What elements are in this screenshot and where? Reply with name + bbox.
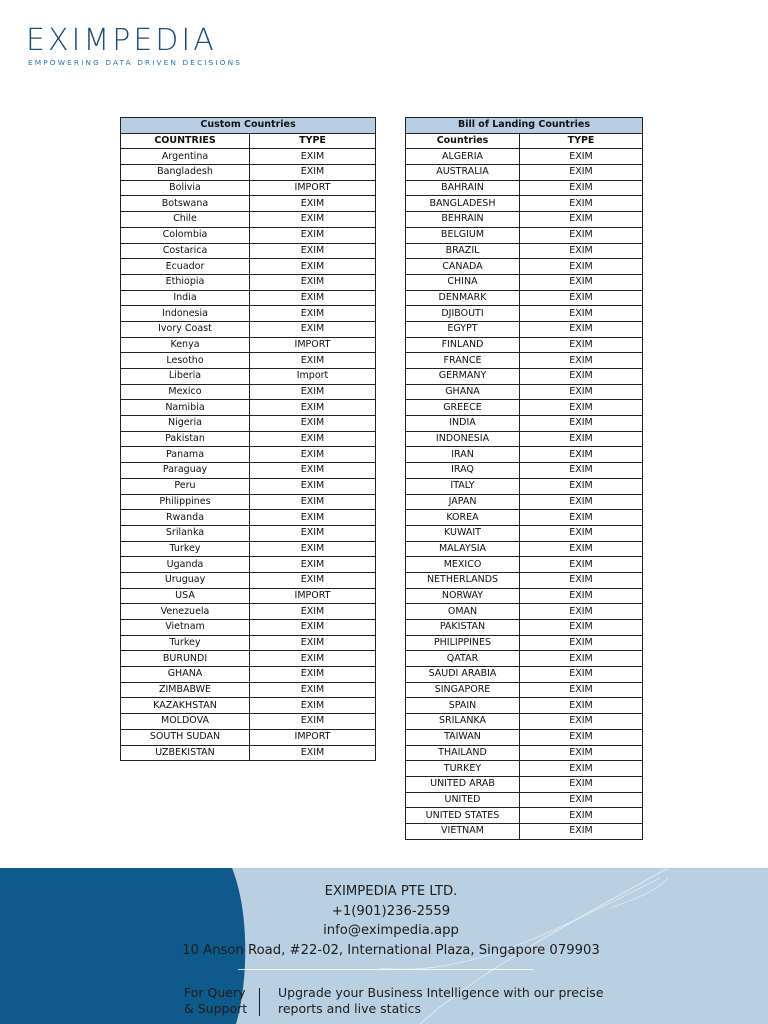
table-row xyxy=(121,651,376,667)
type-cell: EXIM xyxy=(250,416,376,432)
type-cell: IMPORT xyxy=(250,180,376,196)
type-cell: EXIM xyxy=(520,353,643,369)
country-cell: Botswana xyxy=(121,196,250,212)
table-row xyxy=(406,792,643,808)
country-cell: Mexico xyxy=(121,384,250,400)
country-cell: UNITED STATES xyxy=(406,808,520,824)
country-cell: Peru xyxy=(121,478,250,494)
country-cell: OMAN xyxy=(406,604,520,620)
table-row xyxy=(406,541,643,557)
country-cell: FINLAND xyxy=(406,337,520,353)
country-cell: CANADA xyxy=(406,259,520,275)
table-row xyxy=(121,541,376,557)
type-cell: EXIM xyxy=(520,745,643,761)
type-cell: EXIM xyxy=(250,290,376,306)
table-row xyxy=(406,698,643,714)
table-row xyxy=(121,494,376,510)
table-row xyxy=(406,808,643,824)
country-cell: Rwanda xyxy=(121,510,250,526)
country-cell: NORWAY xyxy=(406,588,520,604)
footer-address: 10 Anson Road, #22-02, International Plaza, Singapore 079903 xyxy=(182,942,600,958)
country-cell: MEXICO xyxy=(406,557,520,573)
type-cell: EXIM xyxy=(250,572,376,588)
country-cell: Turkey xyxy=(121,541,250,557)
country-cell: Vietnam xyxy=(121,620,250,636)
country-cell: ITALY xyxy=(406,478,520,494)
country-cell: Panama xyxy=(121,447,250,463)
table-row xyxy=(121,400,376,416)
type-cell: EXIM xyxy=(250,400,376,416)
type-cell: EXIM xyxy=(250,667,376,683)
table-row xyxy=(406,337,643,353)
type-cell: EXIM xyxy=(520,761,643,777)
country-cell: SPAIN xyxy=(406,698,520,714)
type-cell: EXIM xyxy=(520,447,643,463)
country-cell: IRAN xyxy=(406,447,520,463)
country-cell: INDIA xyxy=(406,416,520,432)
table-row xyxy=(121,714,376,730)
table-row xyxy=(406,400,643,416)
type-cell: EXIM xyxy=(520,384,643,400)
type-cell: IMPORT xyxy=(250,337,376,353)
table-row xyxy=(406,478,643,494)
footer-query-line: For Query xyxy=(184,985,246,1000)
table-row xyxy=(121,588,376,604)
type-cell: EXIM xyxy=(250,306,376,322)
type-cell: EXIM xyxy=(250,274,376,290)
table-row xyxy=(121,510,376,526)
country-cell: ALGERIA xyxy=(406,149,520,165)
country-cell: CHINA xyxy=(406,274,520,290)
table-row xyxy=(406,321,643,337)
type-cell: EXIM xyxy=(520,463,643,479)
column-header-type: TYPE xyxy=(520,133,643,149)
country-cell: BELGIUM xyxy=(406,227,520,243)
custom-countries-table xyxy=(120,117,376,761)
type-cell: EXIM xyxy=(520,729,643,745)
type-cell: EXIM xyxy=(250,510,376,526)
table-row xyxy=(121,165,376,181)
table-caption: Custom Countries xyxy=(121,118,376,134)
country-cell: KAZAKHSTAN xyxy=(121,698,250,714)
footer-query-support xyxy=(184,985,247,1017)
table-row xyxy=(121,274,376,290)
footer-support-line: & Support xyxy=(184,1001,248,1016)
table-row xyxy=(406,447,643,463)
country-cell: Ivory Coast xyxy=(121,321,250,337)
type-cell: EXIM xyxy=(520,620,643,636)
table-row xyxy=(406,306,643,322)
country-cell: MALAYSIA xyxy=(406,541,520,557)
table-row xyxy=(121,243,376,259)
country-cell: ZIMBABWE xyxy=(121,682,250,698)
type-cell: EXIM xyxy=(250,321,376,337)
country-cell: Nigeria xyxy=(121,416,250,432)
table-row xyxy=(121,667,376,683)
type-cell: EXIM xyxy=(250,212,376,228)
table-row xyxy=(121,212,376,228)
type-cell: EXIM xyxy=(250,557,376,573)
country-cell: UNITED xyxy=(406,792,520,808)
country-cell: BRAZIL xyxy=(406,243,520,259)
country-cell: QATAR xyxy=(406,651,520,667)
type-cell: EXIM xyxy=(520,416,643,432)
footer-email: info@eximpedia.app xyxy=(323,923,459,938)
table-row xyxy=(406,620,643,636)
type-cell: EXIM xyxy=(520,306,643,322)
country-cell: DJIBOUTI xyxy=(406,306,520,322)
table-row xyxy=(406,667,643,683)
country-cell: Colombia xyxy=(121,227,250,243)
country-cell: Uruguay xyxy=(121,572,250,588)
type-cell: EXIM xyxy=(520,400,643,416)
country-cell: DENMARK xyxy=(406,290,520,306)
table-row xyxy=(406,557,643,573)
type-cell: EXIM xyxy=(250,353,376,369)
logo-wordmark: EXIMPEDIA xyxy=(26,23,217,58)
country-cell: Argentina xyxy=(121,149,250,165)
country-cell: BEHRAIN xyxy=(406,212,520,228)
country-cell: Lesotho xyxy=(121,353,250,369)
table-row xyxy=(121,353,376,369)
type-cell: EXIM xyxy=(520,635,643,651)
country-cell: SRILANKA xyxy=(406,714,520,730)
type-cell: EXIM xyxy=(250,431,376,447)
bill-of-landing-countries-table xyxy=(405,117,643,840)
country-cell: SINGAPORE xyxy=(406,682,520,698)
table-row xyxy=(406,572,643,588)
country-cell: SAUDI ARABIA xyxy=(406,667,520,683)
type-cell: IMPORT xyxy=(250,588,376,604)
type-cell: EXIM xyxy=(520,792,643,808)
country-cell: Srilanka xyxy=(121,525,250,541)
type-cell: EXIM xyxy=(520,243,643,259)
table-row xyxy=(121,478,376,494)
table-row xyxy=(121,369,376,385)
footer-divider xyxy=(238,969,534,970)
table-row xyxy=(121,572,376,588)
column-header-countries: Countries xyxy=(406,133,520,149)
footer-phone: +1(901)236-2559 xyxy=(331,903,451,919)
type-cell: EXIM xyxy=(520,321,643,337)
footer-upgrade-message xyxy=(278,985,604,1017)
country-cell: UZBEKISTAN xyxy=(121,745,250,761)
table-row xyxy=(121,416,376,432)
country-cell: Ecuador xyxy=(121,259,250,275)
footer-upgrade-line-2: reports and live statics xyxy=(278,1001,421,1016)
type-cell: EXIM xyxy=(520,149,643,165)
country-cell: PAKISTAN xyxy=(406,620,520,636)
table-row xyxy=(406,259,643,275)
country-cell: INDONESIA xyxy=(406,431,520,447)
table-row xyxy=(121,745,376,761)
table-row xyxy=(406,745,643,761)
type-cell: EXIM xyxy=(520,823,643,839)
footer-company-name: EXIMPEDIA PTE LTD. xyxy=(324,884,458,899)
type-cell: EXIM xyxy=(520,165,643,181)
type-cell: EXIM xyxy=(520,212,643,228)
type-cell: EXIM xyxy=(520,290,643,306)
table-row xyxy=(121,604,376,620)
type-cell: IMPORT xyxy=(250,729,376,745)
type-cell: EXIM xyxy=(250,447,376,463)
country-cell: USA xyxy=(121,588,250,604)
table-row xyxy=(121,557,376,573)
country-cell: TAIWAN xyxy=(406,729,520,745)
table-caption: Bill of Landing Countries xyxy=(406,118,643,134)
type-cell: EXIM xyxy=(520,714,643,730)
type-cell: EXIM xyxy=(250,196,376,212)
type-cell: EXIM xyxy=(520,572,643,588)
type-cell: EXIM xyxy=(250,698,376,714)
type-cell: EXIM xyxy=(520,478,643,494)
footer-contact-banner xyxy=(0,868,768,1024)
type-cell: EXIM xyxy=(520,808,643,824)
table-row xyxy=(406,651,643,667)
footer-separator xyxy=(259,988,260,1016)
logo-tagline: EMPOWERING DATA DRIVEN DECISIONS xyxy=(28,58,243,67)
type-cell: EXIM xyxy=(250,525,376,541)
country-cell: UNITED ARAB xyxy=(406,776,520,792)
table-row xyxy=(121,620,376,636)
type-cell: EXIM xyxy=(250,651,376,667)
type-cell: EXIM xyxy=(250,165,376,181)
country-cell: Pakistan xyxy=(121,431,250,447)
type-cell: EXIM xyxy=(520,651,643,667)
type-cell: EXIM xyxy=(250,227,376,243)
country-cell: Chile xyxy=(121,212,250,228)
type-cell: EXIM xyxy=(520,196,643,212)
country-cell: FRANCE xyxy=(406,353,520,369)
table-row xyxy=(406,463,643,479)
table-row xyxy=(121,180,376,196)
type-cell: EXIM xyxy=(520,337,643,353)
table-row xyxy=(121,698,376,714)
country-cell: KOREA xyxy=(406,510,520,526)
table-row xyxy=(121,290,376,306)
type-cell: EXIM xyxy=(250,259,376,275)
type-cell: EXIM xyxy=(250,714,376,730)
table-row xyxy=(121,635,376,651)
table-row xyxy=(406,729,643,745)
table-row xyxy=(406,149,643,165)
type-cell: EXIM xyxy=(520,259,643,275)
table-row xyxy=(406,180,643,196)
type-cell: EXIM xyxy=(250,478,376,494)
country-cell: JAPAN xyxy=(406,494,520,510)
country-cell: GHANA xyxy=(121,667,250,683)
country-cell: THAILAND xyxy=(406,745,520,761)
type-cell: EXIM xyxy=(520,180,643,196)
country-cell: Kenya xyxy=(121,337,250,353)
type-cell: EXIM xyxy=(250,243,376,259)
country-cell: Costarica xyxy=(121,243,250,259)
country-cell: Philippines xyxy=(121,494,250,510)
type-cell: EXIM xyxy=(520,604,643,620)
table-row xyxy=(406,369,643,385)
type-cell: EXIM xyxy=(520,274,643,290)
country-cell: AUSTRALIA xyxy=(406,165,520,181)
table-row xyxy=(406,588,643,604)
table-row xyxy=(406,243,643,259)
country-cell: Uganda xyxy=(121,557,250,573)
column-header-type: TYPE xyxy=(250,133,376,149)
country-cell: IRAQ xyxy=(406,463,520,479)
table-row xyxy=(406,510,643,526)
type-cell: EXIM xyxy=(520,588,643,604)
type-cell: EXIM xyxy=(250,635,376,651)
country-cell: SOUTH SUDAN xyxy=(121,729,250,745)
table-row xyxy=(121,259,376,275)
table-row xyxy=(406,525,643,541)
footer-upgrade-line-1: Upgrade your Business Intelligence with our precise xyxy=(278,985,604,1000)
table-row xyxy=(121,447,376,463)
country-cell: Liberia xyxy=(121,369,250,385)
country-cell: Turkey xyxy=(121,635,250,651)
country-cell: NETHERLANDS xyxy=(406,572,520,588)
table-row xyxy=(121,321,376,337)
country-cell: BAHRAIN xyxy=(406,180,520,196)
table-row xyxy=(121,729,376,745)
type-cell: EXIM xyxy=(250,620,376,636)
column-header-countries: COUNTRIES xyxy=(121,133,250,149)
type-cell: EXIM xyxy=(250,541,376,557)
table-row xyxy=(406,714,643,730)
type-cell: EXIM xyxy=(250,745,376,761)
type-cell: EXIM xyxy=(250,384,376,400)
eximpedia-logo xyxy=(26,23,256,70)
table-row xyxy=(406,776,643,792)
table-row xyxy=(406,416,643,432)
table-row xyxy=(121,384,376,400)
type-cell: EXIM xyxy=(520,369,643,385)
table-row xyxy=(121,682,376,698)
table-row xyxy=(121,431,376,447)
country-cell: Venezuela xyxy=(121,604,250,620)
country-cell: Ethiopia xyxy=(121,274,250,290)
table-row xyxy=(406,682,643,698)
table-row xyxy=(406,290,643,306)
type-cell: EXIM xyxy=(520,557,643,573)
type-cell: EXIM xyxy=(520,682,643,698)
table-row xyxy=(121,196,376,212)
country-cell: GREECE xyxy=(406,400,520,416)
table-row xyxy=(121,525,376,541)
table-row xyxy=(121,227,376,243)
table-row xyxy=(406,431,643,447)
type-cell: EXIM xyxy=(520,525,643,541)
table-row xyxy=(121,149,376,165)
type-cell: EXIM xyxy=(250,682,376,698)
country-cell: GHANA xyxy=(406,384,520,400)
country-cell: Paraguay xyxy=(121,463,250,479)
type-cell: EXIM xyxy=(520,494,643,510)
type-cell: Import xyxy=(250,369,376,385)
type-cell: EXIM xyxy=(520,667,643,683)
type-cell: EXIM xyxy=(250,149,376,165)
table-row xyxy=(121,337,376,353)
table-row xyxy=(121,463,376,479)
type-cell: EXIM xyxy=(520,227,643,243)
table-row xyxy=(406,274,643,290)
type-cell: EXIM xyxy=(520,698,643,714)
country-cell: Bangladesh xyxy=(121,165,250,181)
country-cell: BURUNDI xyxy=(121,651,250,667)
table-row xyxy=(406,353,643,369)
table-row xyxy=(406,165,643,181)
table-row xyxy=(406,761,643,777)
table-row xyxy=(406,212,643,228)
type-cell: EXIM xyxy=(520,431,643,447)
country-cell: Namibia xyxy=(121,400,250,416)
type-cell: EXIM xyxy=(250,463,376,479)
type-cell: EXIM xyxy=(250,494,376,510)
country-cell: Indonesia xyxy=(121,306,250,322)
type-cell: EXIM xyxy=(520,541,643,557)
country-cell: EGYPT xyxy=(406,321,520,337)
table-row xyxy=(406,227,643,243)
type-cell: EXIM xyxy=(250,604,376,620)
country-cell: Bolivia xyxy=(121,180,250,196)
country-cell: GERMANY xyxy=(406,369,520,385)
table-row xyxy=(406,604,643,620)
table-row xyxy=(406,635,643,651)
country-cell: TURKEY xyxy=(406,761,520,777)
table-row xyxy=(121,306,376,322)
country-cell: VIETNAM xyxy=(406,823,520,839)
table-row xyxy=(406,384,643,400)
country-cell: BANGLADESH xyxy=(406,196,520,212)
table-row xyxy=(406,823,643,839)
country-cell: KUWAIT xyxy=(406,525,520,541)
country-cell: MOLDOVA xyxy=(121,714,250,730)
table-row xyxy=(406,196,643,212)
country-cell: India xyxy=(121,290,250,306)
table-row xyxy=(406,494,643,510)
country-cell: PHILIPPINES xyxy=(406,635,520,651)
type-cell: EXIM xyxy=(520,776,643,792)
type-cell: EXIM xyxy=(520,510,643,526)
